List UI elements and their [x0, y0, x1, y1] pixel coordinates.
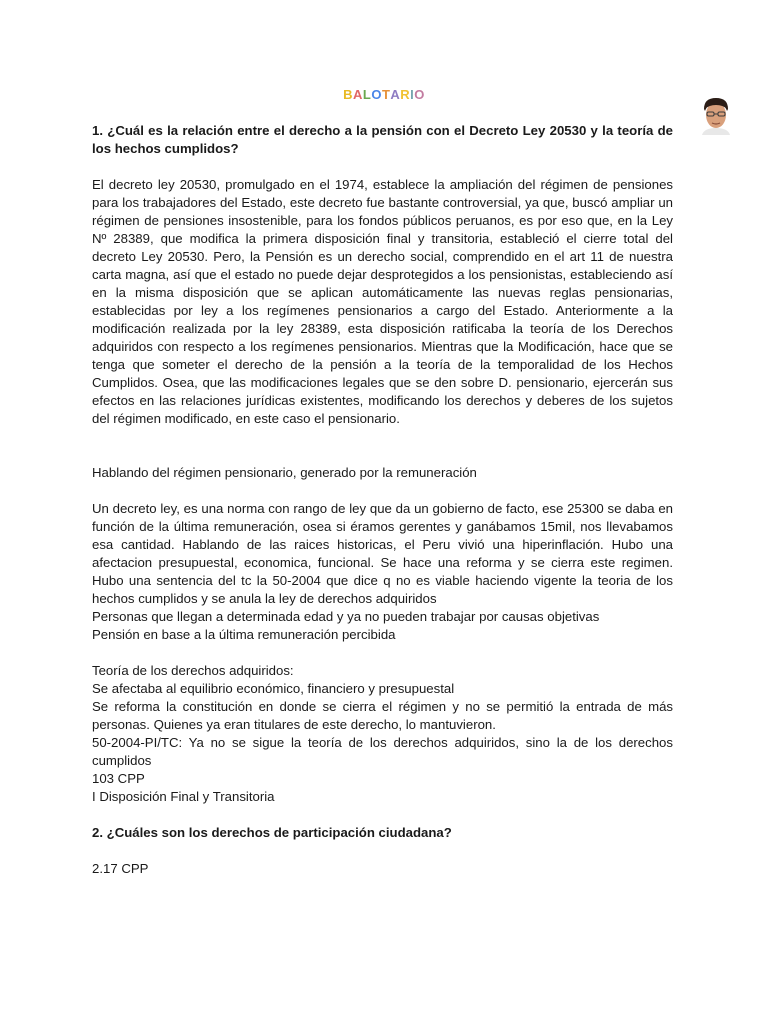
paragraph-1: El decreto ley 20530, promulgado en el 1974, establece la ampliación del régimen de pensiones para los trabajadores del Estado, este decreto fue bastante controversial, ya que, buscó ampliar un régimen de pensiones insostenible, para los fondos públicos peruanos, es por eso que, en la Ley Nº 28389, que modifica la primera disposición final y transitoria, estableció el cierre total del decreto Ley 20530. Pero, la Pensión es un derecho social, comprendido en el art 11 de nuestra carta magna, así que el estado no puede dejar desprotegidos a los pensionistas, estableciendo así en la misma disposición que se aplican automáticamente las nuevas reglas pensionarias, establecidas por ley a los regímenes pensionarios a cargo del Estado. Anteriormente a la modificación realizada por la ley 28389, esta disposición ratificaba la teoría de los Derechos adquiridos con respecto a los regímenes pensionarios. Mientras que la Modificación, hace que se tenga que someter el derecho de la pensión a la teoría de la temporalidad de los Hechos Cumplidos. Osea, que las modificaciones legales que se den sobre D. pensionario, ejercerán sus efectos en las relaciones jurídicas existentes, modificando los derechos y deberes de los sujetos del régimen modificado, en este caso el pensionario. [92, 177, 673, 426]
text-line: I Disposición Final y Transitoria [92, 789, 275, 804]
question-2-heading: 2. ¿Cuáles son los derechos de participación ciudadana? [92, 825, 452, 840]
text-line: 2.17 CPP [92, 861, 149, 876]
text-line: 103 CPP [92, 771, 145, 786]
document-title [0, 87, 768, 102]
title-letter: A [390, 87, 401, 102]
title-letter: O [371, 87, 382, 102]
title-letter: O [414, 87, 425, 102]
title-letter: I [410, 87, 415, 102]
subheading-regimen: Hablando del régimen pensionario, generado por la remuneración [92, 465, 477, 480]
document-body [92, 122, 673, 878]
title-letter: T [381, 87, 391, 102]
question-1-heading: 1. ¿Cuál es la relación entre el derecho a la pensión con el Decreto Ley 20530 y la teoría de los hechos cumplidos? [92, 123, 673, 156]
text-line: Se reforma la constitución en donde se cierra el régimen y no se permitió la entrada de más personas. Quienes ya eran titulares de este derecho, lo mantuvieron. [92, 699, 673, 732]
author-avatar [698, 95, 734, 135]
paragraph-2: Un decreto ley, es una norma con rango de ley que da un gobierno de facto, ese 25300 se daba en función de la última remuneración, osea si éramos gerentes y ganábamos 15mil, nos llevabamos esa cantidad. Hablando de las raices historicas, el Peru vivió una hiperinflación. Hubo una afectacion presupuestal, economica, funcional. Se hace una reforma y se cierra este regimen. Hubo una sentencia del tc la 50-2004 que dice q no es viable haciendo vigente la teoria de los hechos cumplidos y se anula la ley de derechos adquiridos [92, 501, 673, 606]
text-line: Se afectaba al equilibrio económico, financiero y presupuestal [92, 681, 455, 696]
title-letter: B [343, 87, 353, 102]
text-line: 50-2004-PI/TC: Ya no se sigue la teoría de los derechos adquiridos, sino la de los derechos cumplidos [92, 735, 673, 768]
text-line: Pensión en base a la última remuneración percibida [92, 627, 396, 642]
text-line: Teoría de los derechos adquiridos: [92, 663, 294, 678]
title-letter: L [362, 87, 372, 102]
title-letter: R [400, 87, 411, 102]
title-letter: A [352, 87, 363, 102]
text-line: Personas que llegan a determinada edad y ya no pueden trabajar por causas objetivas [92, 609, 600, 624]
